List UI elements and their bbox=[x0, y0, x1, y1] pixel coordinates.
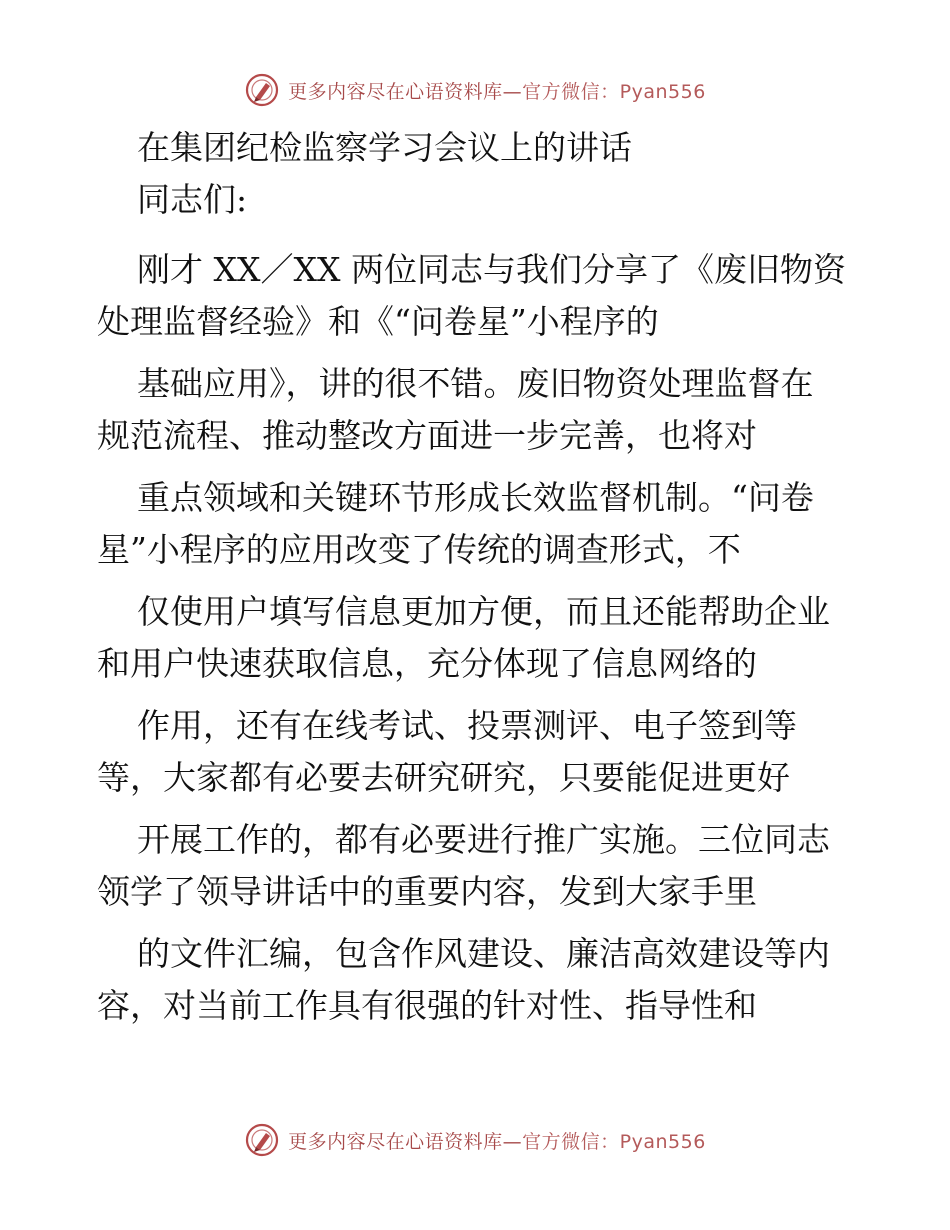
watermark-text bbox=[288, 77, 706, 104]
header-watermark-banner bbox=[0, 70, 950, 110]
footer-watermark-banner bbox=[0, 1120, 950, 1160]
watermark-site: 更多内容尽在心语资料库— bbox=[288, 1130, 523, 1153]
body-line: 规范流程、推动整改方面进一步完善，也将对 bbox=[97, 416, 757, 455]
body-line: 等，大家都有必要去研究研究，只要能促进更好 bbox=[97, 758, 790, 797]
body-line: 作用，还有在线考试、投票测评、电子签到等 bbox=[137, 706, 797, 745]
watermark-wechat: 官方微信：Pyan556 bbox=[522, 1130, 706, 1153]
salutation: 同志们: bbox=[137, 180, 248, 219]
body-line: 开展工作的，都有必要进行推广实施。三位同志 bbox=[137, 820, 830, 859]
pen-nib-icon bbox=[244, 72, 280, 108]
body-line: 和用户快速获取信息，充分体现了信息网络的 bbox=[97, 644, 757, 683]
body-line: 重点领域和关键环节形成长效监督机制。“问卷 bbox=[137, 478, 814, 517]
body-line: 容，对当前工作具有很强的针对性、指导性和 bbox=[97, 986, 757, 1025]
watermark-site: 更多内容尽在心语资料库— bbox=[288, 80, 523, 103]
document-title: 在集团纪检监察学习会议上的讲话 bbox=[137, 128, 632, 167]
pen-nib-icon bbox=[244, 1122, 280, 1158]
body-line: 星”小程序的应用改变了传统的调查形式，不 bbox=[97, 530, 741, 569]
body-line: 基础应用》，讲的很不错。废旧物资处理监督在 bbox=[137, 364, 814, 403]
body-line: 的文件汇编，包含作风建设、廉洁高效建设等内 bbox=[137, 934, 830, 973]
watermark-wechat: 官方微信：Pyan556 bbox=[522, 80, 706, 103]
watermark-text bbox=[288, 1127, 706, 1154]
body-line: 处理监督经验》和《“问卷星”小程序的 bbox=[97, 302, 659, 341]
body-line: 刚才 XX／XX 两位同志与我们分享了《废旧物资 bbox=[137, 250, 846, 289]
body-line: 领学了领导讲话中的重要内容，发到大家手里 bbox=[97, 872, 757, 911]
document-body bbox=[97, 122, 857, 1032]
body-line: 仅使用户填写信息更加方便，而且还能帮助企业 bbox=[137, 592, 830, 631]
